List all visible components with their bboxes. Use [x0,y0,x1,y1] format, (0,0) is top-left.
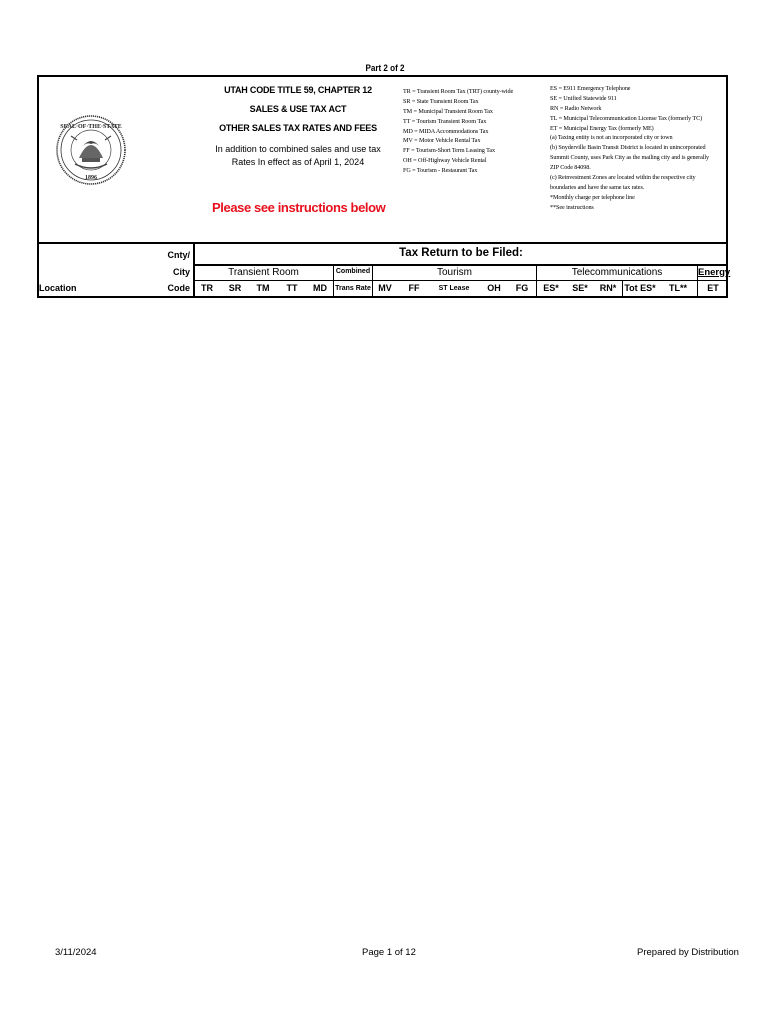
col-tr: TR [201,283,213,293]
row-divider [194,280,728,281]
col-tl: TL** [669,283,687,293]
cnty-header: Cnty/ [167,250,190,260]
footer-page-number: Page 1 of 12 [362,947,416,958]
col-se: SE* [572,283,588,293]
footer-date: 3/11/2024 [55,947,97,958]
legend-item: FF = Tourism-Short Term Leasing Tax [403,147,496,155]
legend-item: RN = Radio Network [550,104,602,112]
instructions-notice: Please see instructions below [212,200,386,215]
legend-item: TL = Municipal Telecommunication License Tax (formerly TC) [550,114,703,122]
legend-item: TR = Transient Room Tax (TRT) county-wide [403,88,514,95]
legend-item: TM = Municipal Transient Room Tax [403,107,493,115]
seal-year: 1896 [85,175,97,181]
legend-item: SE = Unified Statewide 911 [550,94,617,102]
legend-item: FG = Tourism - Restaurant Tax [403,167,478,175]
legend-item: MD = MIDA Accommodations Tax [403,127,489,135]
rates-note-line-2: Rates In effect as of April 1, 2024 [231,157,365,167]
legend-item: **See instructions [550,203,594,211]
legend-item: (b) Snyderville Basin Transit District is located in unincorporated [550,144,706,152]
col-es: ES* [543,283,559,293]
legend-item: SR = State Transient Room Tax [403,97,479,105]
legend-item: Summit County, uses Park City as the mailing city and is generally [550,154,710,162]
title-line-1: UTAH CODE TITLE 59, CHAPTER 12 [224,85,372,95]
header-separator [37,242,728,244]
col-tm: TM [256,283,270,293]
legend-item: (c) Reinvestment Zones are located within the respective city [550,174,696,182]
col-tot-es: Tot ES* [624,283,656,293]
rates-note [208,143,388,169]
rates-note-line-1: In addition to combined sales and use tax [215,144,381,154]
legend-item: OH = Off-Highway Vehicle Rental [403,157,487,165]
utah-state-seal [49,80,135,204]
legend-left [403,87,513,176]
city-header: City [172,267,190,277]
col-fg: FG [515,283,529,293]
col-st-lease: ST Lease [438,285,470,292]
footer-prepared-by: Prepared by Distribution [637,947,739,958]
legend-item: (a) Taxing entity is not an incorporated city or town [550,134,673,142]
col-ff: FF [408,283,420,293]
row-divider [194,264,728,266]
legend-item: ES = E911 Emergency Telephone [550,85,631,92]
col-rn: RN* [599,283,617,293]
legend-item: TT = Tourism Transient Room Tax [403,117,487,125]
legend-item: MV = Motor Vehicle Rental Tax [403,137,481,145]
group-tourism: Tourism [436,267,472,278]
legend-item: ZIP Code 84098. [550,164,591,172]
code-header: Code [167,283,190,293]
col-mv: MV [378,283,392,293]
tax-return-title: Tax Return to be Filed: [399,247,523,259]
group-combined: Combined [335,268,371,275]
title-line-2: SALES & USE TAX ACT [249,104,347,114]
col-trans-rate: Trans Rate [335,285,371,292]
legend-item: ET = Municipal Energy Tax (formerly ME) [550,124,654,132]
part-label: Part 2 of 2 [365,63,405,74]
group-telecommunications: Telecommunications [571,267,663,278]
col-sr: SR [228,283,242,293]
title-block [208,85,388,169]
legend-item: boundaries and have the same tax rates. [550,183,645,191]
col-tt: TT [286,283,298,293]
legend-right [550,84,709,213]
group-energy: Energy [698,267,731,278]
col-oh: OH [487,283,501,293]
legend-item: *Monthly charge per telephone line [550,193,635,201]
group-transient-room: Transient Room [228,267,299,278]
location-header: Location [39,283,77,293]
col-md: MD [313,283,327,293]
title-line-3: OTHER SALES TAX RATES AND FEES [219,123,377,133]
col-et: ET [707,283,719,293]
seal-text: SEAL·OF·THE·STATE [60,124,122,130]
